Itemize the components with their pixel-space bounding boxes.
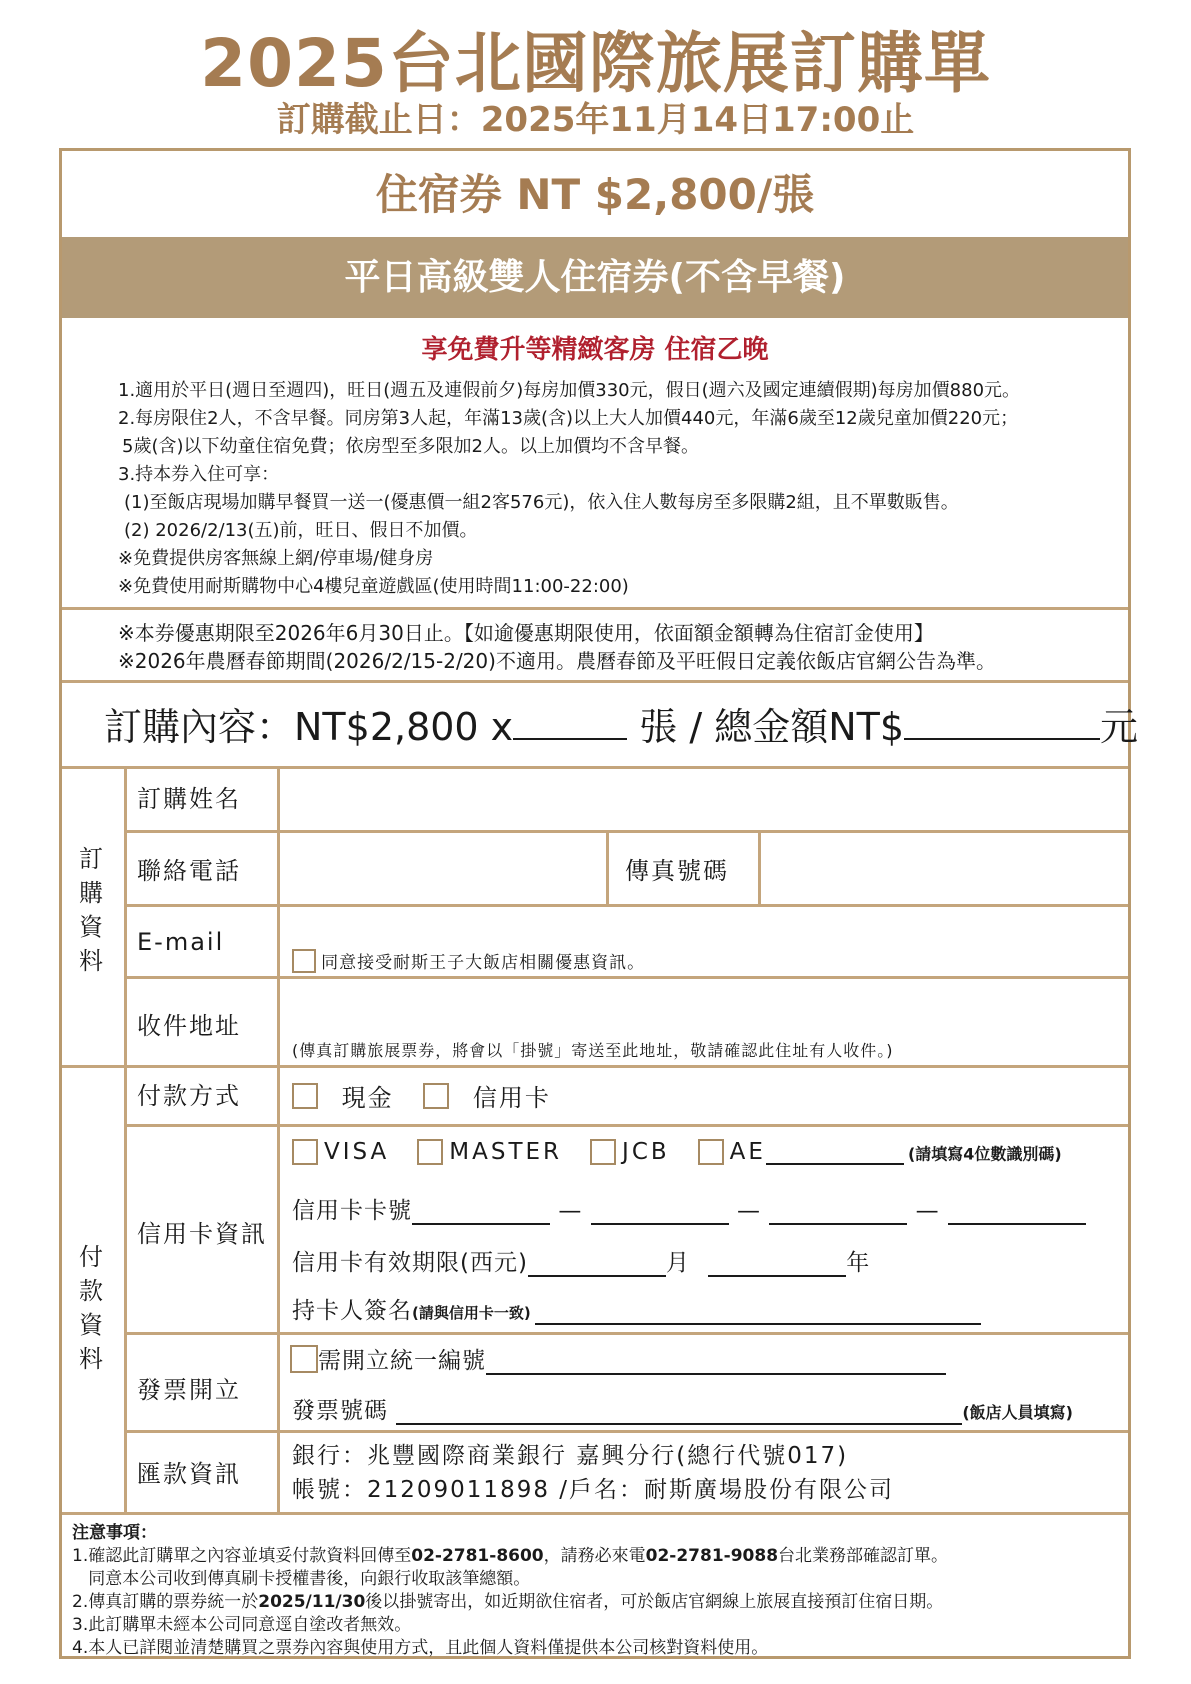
form-title: 2025台北國際旅展訂購單 xyxy=(200,25,991,102)
label-char: 購 xyxy=(79,879,103,907)
voucher-highlight: 享免費升等精緻客房 住宿乙晚 xyxy=(421,335,769,365)
label-char: 資 xyxy=(79,1311,103,1339)
signature-row xyxy=(292,1292,981,1325)
note-item xyxy=(72,1591,943,1614)
note-text: 1.確認此訂購單之內容並填妥付款資料回傳至 xyxy=(72,1546,412,1566)
rule-line: 2.每房限住2人，不含早餐。同房第3人起，年滿13歲(含)以上大人加價440元，年滿6歲至12歲兒童加價220元； xyxy=(118,408,1019,429)
card-info-label: 信用卡資訊 xyxy=(137,1220,267,1248)
invoice-number-label: 發票號碼 xyxy=(292,1398,388,1424)
divider xyxy=(124,1430,1128,1433)
ae-hint: (請填寫4位數識別碼) xyxy=(907,1144,1062,1164)
credit-card-checkbox[interactable] xyxy=(423,1083,449,1109)
ship-date: 2025/11/30 xyxy=(258,1592,366,1612)
divider xyxy=(62,607,1128,610)
dash: — xyxy=(558,1198,583,1224)
fax-label: 傳真號碼 xyxy=(625,857,729,885)
divider xyxy=(62,766,1128,769)
rule-line: ※免費提供房客無線上網/停車場/健身房 xyxy=(118,548,434,569)
email-consent-text: 同意接受耐斯王子大飯店相關優惠資訊。 xyxy=(321,953,646,973)
fax-field[interactable] xyxy=(763,834,1127,903)
order-unit: 張 / 總金額NT$ xyxy=(639,705,905,749)
validity-line: ※本券優惠期限至2026年6月30日止。【如逾優惠期限使用，依面額金額轉為住宿訂金使用】 xyxy=(118,621,934,645)
label-char: 資 xyxy=(79,913,103,941)
address-field[interactable] xyxy=(282,980,1127,1036)
invoice-number-row xyxy=(292,1392,1073,1425)
voucher-banner: 平日高級雙人住宿券(不含早餐) xyxy=(62,237,1128,318)
ae-code-field[interactable] xyxy=(766,1141,904,1165)
order-prefix: 訂購內容：NT$2,800 x xyxy=(104,705,514,749)
jcb-checkbox[interactable] xyxy=(590,1139,616,1165)
master-checkbox[interactable] xyxy=(417,1139,443,1165)
order-suffix: 元 xyxy=(1100,705,1139,749)
card-type-options xyxy=(292,1138,1062,1165)
visa-checkbox[interactable] xyxy=(292,1139,318,1165)
note-text: 台北業務部確認訂單。 xyxy=(778,1546,949,1566)
divider xyxy=(606,830,609,904)
expiry-year-unit: 年 xyxy=(846,1250,871,1276)
email-field[interactable] xyxy=(282,908,1127,944)
name-label: 訂購姓名 xyxy=(137,785,241,813)
divider xyxy=(124,976,1128,979)
phone-label: 聯絡電話 xyxy=(137,857,241,885)
visa-label: VISA xyxy=(324,1138,390,1165)
phone-number: 02-2781-9088 xyxy=(645,1546,779,1566)
order-summary-line xyxy=(104,702,1138,752)
jcb-label: JCB xyxy=(622,1138,670,1165)
remit-account: 帳號：21209011898 /戶名：耐斯廣場股份有限公司 xyxy=(292,1477,895,1503)
payment-section-label xyxy=(76,1240,106,1376)
tax-id-row xyxy=(290,1342,946,1375)
validity-line: ※2026年農曆春節期間(2026/2/15-2/20)不適用。農曆春節及平旺假日定義依飯店官網公告為準。 xyxy=(118,649,996,673)
divider xyxy=(124,1124,1128,1127)
invoice-hint: (飯店人員填寫) xyxy=(962,1403,1073,1422)
dash: — xyxy=(736,1198,761,1224)
card-number-row xyxy=(292,1192,1086,1225)
expiry-month-field[interactable] xyxy=(528,1253,666,1277)
card-number-part-3[interactable] xyxy=(769,1201,907,1225)
expiry-label: 信用卡有效期限(西元) xyxy=(292,1250,528,1276)
label-char: 付 xyxy=(79,1243,103,1271)
order-deadline: 訂購截止日：2025年11月14日17:00止 xyxy=(276,100,915,140)
card-number-part-2[interactable] xyxy=(591,1201,729,1225)
quantity-field[interactable] xyxy=(513,704,627,740)
signature-field[interactable] xyxy=(535,1301,981,1325)
remit-bank: 銀行：兆豐國際商業銀行 嘉興分行(總行代號017) xyxy=(292,1443,849,1469)
card-number-part-4[interactable] xyxy=(948,1201,1086,1225)
credit-card-label: 信用卡 xyxy=(472,1084,551,1112)
divider xyxy=(62,1512,1128,1515)
total-amount-field[interactable] xyxy=(904,704,1100,740)
label-char: 料 xyxy=(79,1345,103,1373)
ae-checkbox[interactable] xyxy=(698,1139,724,1165)
tax-id-field[interactable] xyxy=(486,1351,946,1375)
divider xyxy=(124,904,1128,907)
buyer-section-label xyxy=(76,842,106,978)
email-consent xyxy=(292,948,645,973)
dash: — xyxy=(915,1198,940,1224)
rule-line: 5歲(含)以下幼童住宿免費；依房型至多限加2人。以上加價均不含早餐。 xyxy=(122,436,699,457)
rule-line: ※免費使用耐斯購物中心4樓兒童遊戲區(使用時間11:00-22:00) xyxy=(118,576,629,597)
payment-method-options xyxy=(292,1078,551,1113)
signature-hint: (請與信用卡一致) xyxy=(412,1304,531,1322)
address-hint: (傳真訂購旅展票券，將會以「掛號」寄送至此地址，敬請確認此住址有人收件。) xyxy=(292,1041,894,1060)
tax-id-checkbox[interactable] xyxy=(290,1345,318,1373)
rule-line: 3.持本券入住可享： xyxy=(118,464,280,485)
rule-line: (1)至飯店現場加購早餐買一送一(優惠價一組2客576元)，依入住人數每房至多限購2組，且不單數販售。 xyxy=(124,492,959,513)
expiry-month-unit: 月 xyxy=(665,1250,690,1276)
rule-line: (2) 2026/2/13(五)前，旺日、假日不加價。 xyxy=(124,520,478,541)
email-consent-checkbox[interactable] xyxy=(292,949,316,973)
card-number-part-1[interactable] xyxy=(412,1201,550,1225)
payment-method-label: 付款方式 xyxy=(137,1082,241,1110)
invoice-label: 發票開立 xyxy=(137,1376,241,1404)
label-char: 料 xyxy=(79,947,103,975)
remit-label: 匯款資訊 xyxy=(137,1460,241,1488)
cash-label: 現金 xyxy=(341,1084,394,1112)
note-text: 後以掛號寄出，如近期欲住宿者，可於飯店官網線上旅展直接預訂住宿日期。 xyxy=(365,1592,944,1612)
note-item: 3.此訂購單未經本公司同意逕自塗改者無效。 xyxy=(72,1615,412,1635)
address-label: 收件地址 xyxy=(137,1012,241,1040)
ae-label: AE xyxy=(729,1138,766,1165)
fax-number: 02-2781-8600 xyxy=(411,1546,544,1566)
email-label: E-mail xyxy=(137,928,225,956)
expiry-row xyxy=(292,1244,870,1277)
divider xyxy=(124,830,1128,833)
note-text: 2.傳真訂購的票券統一於 xyxy=(72,1592,259,1612)
cash-checkbox[interactable] xyxy=(292,1083,318,1109)
label-char: 款 xyxy=(79,1277,103,1305)
expiry-year-field[interactable] xyxy=(708,1253,846,1277)
notes-title: 注意事項： xyxy=(72,1523,157,1543)
divider xyxy=(62,1065,1128,1068)
label-char: 訂 xyxy=(79,845,103,873)
phone-field[interactable] xyxy=(282,834,604,903)
signature-label: 持卡人簽名 xyxy=(292,1298,412,1324)
name-field[interactable] xyxy=(282,770,1127,829)
note-item: 同意本公司收到傳真刷卡授權書後，向銀行收取該筆總額。 xyxy=(72,1569,531,1589)
invoice-number-field[interactable] xyxy=(396,1401,962,1425)
tax-id-label: 需開立統一編號 xyxy=(318,1348,486,1374)
rule-line: 1.適用於平日(週日至週四)，旺日(週五及連假前夕)每房加價330元，假日(週六及國定連續假期)每房加價880元。 xyxy=(118,380,1021,401)
divider xyxy=(277,766,280,1514)
voucher-price: 住宿券 NT $2,800/張 xyxy=(375,170,815,219)
divider xyxy=(124,1332,1128,1335)
master-label: MASTER xyxy=(449,1138,563,1165)
note-item xyxy=(72,1545,948,1568)
note-item: 4.本人已詳閱並清楚購買之票券內容與使用方式，且此個人資料僅提供本公司核對資料使用。 xyxy=(72,1638,769,1658)
divider xyxy=(62,680,1128,683)
divider xyxy=(124,766,127,1514)
card-number-label: 信用卡卡號 xyxy=(292,1198,412,1224)
note-text: ，請務必來電 xyxy=(543,1546,646,1566)
divider xyxy=(758,830,761,904)
